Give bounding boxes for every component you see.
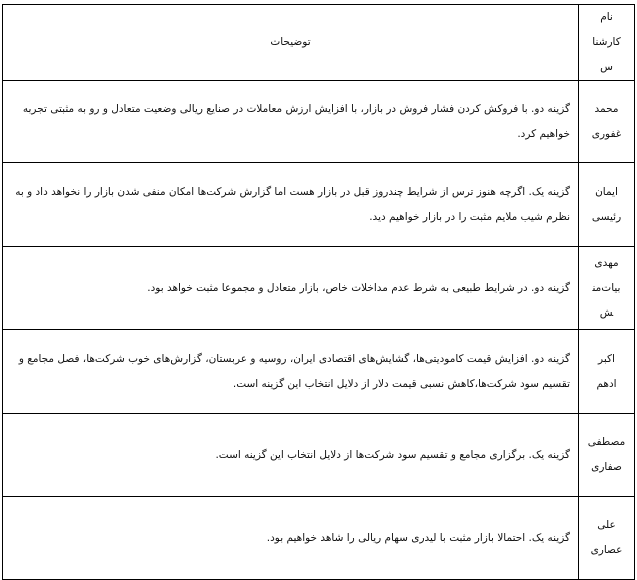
- expert-name: علی عصاری: [590, 519, 623, 556]
- table-row: [3, 81, 635, 163]
- expert-name-cell: [579, 247, 635, 330]
- header-description: توضیحات: [3, 5, 579, 81]
- table-row: [3, 414, 635, 497]
- expert-name: محمد غفوری: [591, 102, 622, 140]
- header-expert-name: [579, 5, 635, 81]
- expert-description: گزینه دو. در شرایط طبیعی به شرط عدم مداخلات خاص، بازار متعادل و مجموعا مثبت خواهد بود.: [3, 247, 579, 330]
- header-expert-name-label: نام کارشناس: [592, 11, 621, 73]
- expert-description: گزینه یک. برگزاری مجامع و تقسیم سود شرکت‌ها از دلایل انتخاب این گزینه است.: [3, 414, 579, 497]
- expert-description: گزینه یک. اگرچه هنوز ترس از شرایط چندروز قبل در بازار هست اما گزارش شرکت‌ها امکان منفی شدن بازار را نخواهد داد و به نظرم شیب ملایم مثبت را در بازار خواهیم دید.: [3, 163, 579, 247]
- expert-name-cell: [579, 81, 635, 163]
- expert-name: مصطفی صفاری: [587, 436, 626, 473]
- table-row: [3, 330, 635, 414]
- table-row: [3, 163, 635, 247]
- table-header-row: [3, 5, 635, 81]
- expert-name-cell: [579, 414, 635, 497]
- expert-name: مهدی بیات‌منش: [592, 256, 621, 319]
- expert-name-cell: [579, 163, 635, 247]
- experts-table-container: [2, 4, 634, 580]
- experts-opinion-table: [2, 4, 635, 580]
- expert-name-cell: [579, 330, 635, 414]
- table-row: [3, 247, 635, 330]
- expert-name: ایمان رئیسی: [591, 185, 622, 223]
- expert-description: گزینه دو. با فروکش کردن فشار فروش در بازار، با افزایش ارزش معاملات در صنایع ریالی وضعیت متعادل و رو به مثبتی تجربه خواهیم کرد.: [3, 81, 579, 163]
- expert-name: اکبر ادهم: [596, 352, 617, 390]
- table-row: [3, 497, 635, 580]
- expert-description: گزینه دو. افزایش قیمت کامودیتی‌ها، گشایش‌های اقتصادی ایران، روسیه و عربستان، گزارش‌های خوب شرکت‌ها، فصل مجامع و تقسیم سود شرکت‌ها،کاهش نسبی قیمت دلار از دلایل انتخاب این گزینه است.: [3, 330, 579, 414]
- expert-name-cell: [579, 497, 635, 580]
- expert-description: گزینه یک. احتمالا بازار مثبت با لیدری سهام ریالی را شاهد خواهیم بود.: [3, 497, 579, 580]
